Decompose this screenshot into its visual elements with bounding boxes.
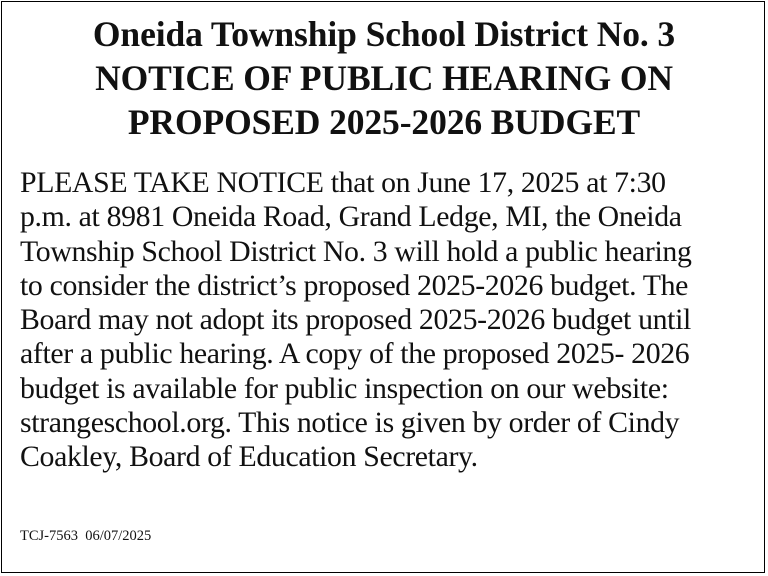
body-line: Board may not adopt its proposed 2025-2026 budget until — [20, 303, 691, 337]
body-line: strangeschool.org. This notice is given by order of Cindy — [20, 406, 680, 440]
body-line: budget is available for public inspection on our website: — [20, 371, 669, 405]
notice-heading — [0, 12, 768, 144]
district-name: Oneida Township School District No. 3 — [92, 14, 676, 54]
body-line: PLEASE TAKE NOTICE that on June 17, 2025 at 7:30 — [20, 166, 666, 199]
publication-date: 06/07/2025 — [85, 528, 152, 544]
notice-title-line-1: NOTICE OF PUBLIC HEARING ON — [95, 58, 673, 98]
notice-body — [20, 166, 755, 475]
body-line: to consider the district’s proposed 2025-2026 budget. The — [20, 268, 689, 302]
notice-reference — [20, 528, 151, 544]
notice-title-line-2: PROPOSED 2025-2026 BUDGET — [127, 102, 641, 142]
body-line: p.m. at 8981 Oneida Road, Grand Ledge, MI, the Oneida — [20, 200, 682, 234]
reference-code: TCJ-7563 — [20, 528, 78, 544]
body-line: after a public hearing. A copy of the proposed 2025- 2026 — [20, 337, 690, 371]
body-line: Township School District No. 3 will hold a public hearing — [20, 234, 692, 268]
body-line: Coakley, Board of Education Secretary. — [20, 440, 478, 474]
